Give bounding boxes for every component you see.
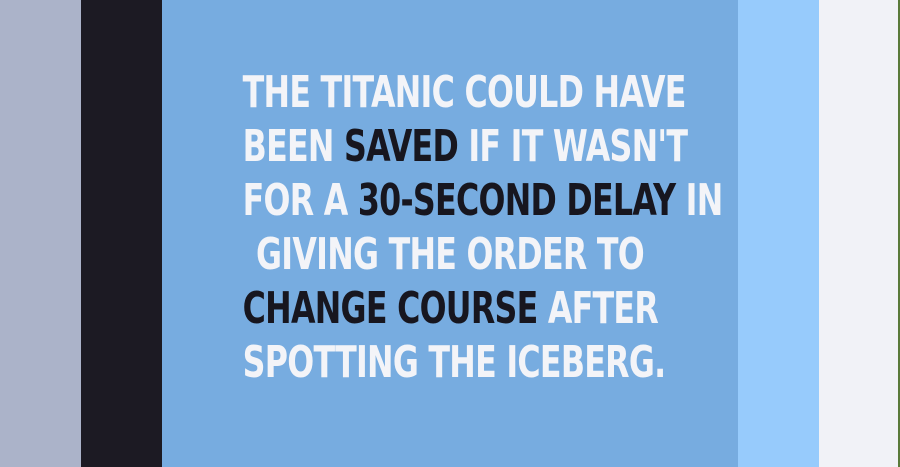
stripe-gray [0,0,81,467]
stripe-white [819,0,900,467]
fact-segment: GIVING THE ORDER TO [256,229,644,280]
fact-line-4 [243,228,658,282]
stripe-black [81,0,162,467]
fact-segment: FOR A [242,175,358,226]
fact-line-1 [242,66,686,120]
fact-segment: AFTER [537,283,659,334]
fact-segment: THE TITANIC COULD HAVE [242,67,686,118]
fact-segment: SPOTTING THE ICEBERG. [242,337,666,388]
fact-line-2 [242,120,688,174]
stripe-light-blue [738,0,819,467]
fact-text [242,66,723,390]
fact-line-3 [242,174,723,228]
fact-highlight-saved: SAVED [344,121,459,172]
fact-segment: BEEN [242,121,345,172]
fact-highlight-change-course: CHANGE COURSE [242,283,538,334]
fact-line-5 [243,282,658,336]
fact-segment: IN [675,175,723,226]
fact-highlight-delay: 30-SECOND DELAY [357,175,676,226]
fact-segment: IF IT WASN'T [458,121,688,172]
fact-line-6 [242,336,666,390]
